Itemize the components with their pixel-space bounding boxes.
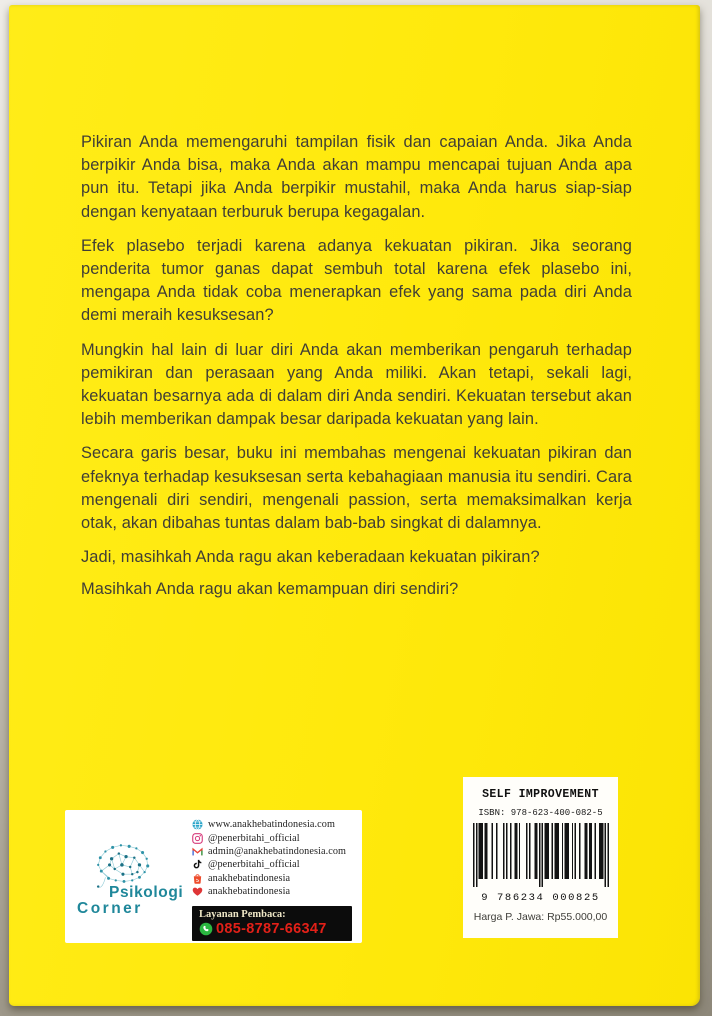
contact-row-heart bbox=[192, 885, 346, 898]
contact-text: www.anakhebatindonesia.com bbox=[208, 819, 335, 831]
book-back-cover bbox=[9, 5, 700, 1006]
blurb-paragraph-4: Secara garis besar, buku ini membahas mengenai kekuatan pikiran dan efeknya terhadap kesuksesan serta kebahagiaan manusia itu sendiri. Cara mengenali diri sendiri, mengenali passion, serta memaksimalkan kerja otak, akan dibahas tuntas dalam bab-bab singkat di dalamnya. bbox=[81, 444, 632, 533]
heart-icon bbox=[192, 886, 203, 897]
psikologi-corner-logo bbox=[69, 840, 191, 918]
reader-service-label: Layanan Pembaca: bbox=[199, 909, 286, 920]
reader-service-phone-row bbox=[199, 921, 345, 937]
logo-word-corner: Corner bbox=[77, 900, 143, 917]
contact-row-email bbox=[192, 845, 346, 858]
contact-row-shopee bbox=[192, 872, 346, 885]
price-label: Harga P. Jawa: Rp55.000,00 bbox=[473, 911, 608, 923]
gmail-icon bbox=[192, 846, 203, 857]
contact-list bbox=[192, 818, 346, 898]
contact-text: @penerbitahi_official bbox=[208, 859, 300, 871]
contact-text: admin@anakhebatindonesia.com bbox=[208, 845, 347, 857]
barcode-card bbox=[463, 777, 618, 938]
reader-service-box bbox=[192, 906, 352, 941]
phone-number: 085-8787-66347 bbox=[216, 921, 327, 937]
contact-row-tiktok bbox=[192, 858, 346, 871]
blurb-paragraph-2: Efek plasebo terjadi karena adanya kekuatan pikiran. Jika seorang penderita tumor ganas dapat sembuh total karena efek plasebo ini, mengapa Anda tidak coba menerapkan efek yang sama pada diri Anda demi meraih kesuksesan? bbox=[81, 236, 632, 325]
contact-text: anakhebatindonesia bbox=[208, 886, 291, 898]
contact-row-website bbox=[192, 818, 346, 831]
logo-word-psikologi: Psikologi bbox=[109, 884, 184, 901]
shopee-icon bbox=[192, 873, 203, 884]
tiktok-icon bbox=[192, 859, 203, 870]
category-label: SELF IMPROVEMENT bbox=[482, 788, 599, 801]
globe-icon bbox=[192, 819, 203, 830]
blurb bbox=[81, 131, 632, 611]
ean-barcode-icon bbox=[473, 823, 609, 887]
blurb-paragraph-3: Mungkin hal lain di luar diri Anda akan memberikan pengaruh terhadap pemikiran dan perasaan yang Anda miliki. Akan tetapi, sekali lagi, kekuatan besarnya ada di dalam diri Anda sendiri. Kekuatan tersebut akan lebih memberikan dampak besar daripada kekuatan yang lain. bbox=[81, 340, 632, 429]
barcode-digits: 9 786234 000825 bbox=[481, 892, 600, 904]
contact-text: @penerbitahi_official bbox=[208, 832, 300, 844]
blurb-question-1: Jadi, masihkah Anda ragu akan keberadaan kekuatan pikiran? bbox=[81, 548, 540, 567]
contact-row-instagram bbox=[192, 831, 346, 844]
isbn-label: ISBN: 978-623-400-082-5 bbox=[478, 808, 603, 818]
blurb-paragraph-1: Pikiran Anda memengaruhi tampilan fisik dan capaian Anda. Jika Anda berpikir Anda bisa, maka Anda akan mampu mencapai tujuan Anda apa pun itu. Tetapi jika Anda berpikir mustahil, maka Anda harus siap-siap dengan kenyataan terburuk berupa kegagalan. bbox=[81, 133, 632, 221]
instagram-icon bbox=[192, 833, 203, 844]
publisher-contact-card bbox=[65, 810, 362, 943]
whatsapp-icon bbox=[199, 922, 213, 936]
contact-text: anakhebatindonesia bbox=[208, 872, 291, 884]
blurb-question-2: Masihkah Anda ragu akan kemampuan diri sendiri? bbox=[81, 580, 459, 599]
